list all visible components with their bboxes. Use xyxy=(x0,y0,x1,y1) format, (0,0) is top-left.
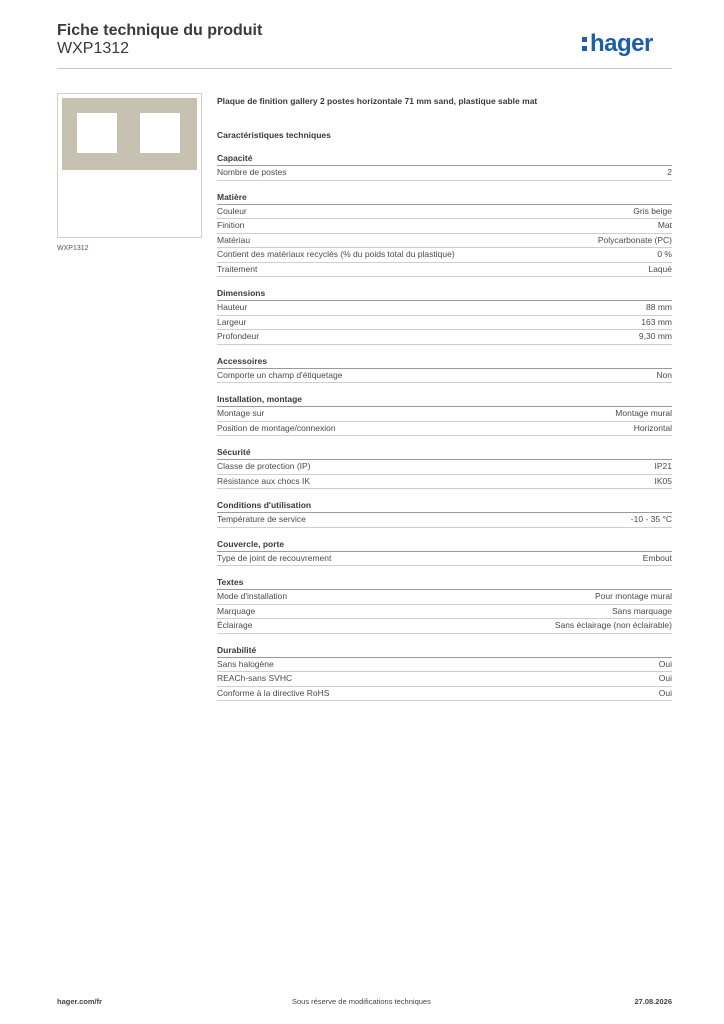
spec-label: Résistance aux chocs IK xyxy=(217,475,311,486)
spec-label: Comporte un champ d'étiquetage xyxy=(217,369,343,380)
spec-row xyxy=(217,369,672,384)
spec-label: Éclairage xyxy=(217,620,253,630)
spec-value: IP21 xyxy=(654,461,672,471)
spec-section xyxy=(217,287,672,345)
spec-section xyxy=(217,576,672,634)
spec-value: Non xyxy=(656,369,672,380)
spec-label: Largeur xyxy=(217,316,247,327)
spec-section xyxy=(217,393,672,436)
product-description: Plaque de finition gallery 2 postes horizontale 71 mm sand, plastique sable mat xyxy=(217,96,538,106)
footer-website: hager.com/fr xyxy=(57,997,103,1006)
spec-row xyxy=(217,248,672,263)
spec-row xyxy=(217,590,672,605)
spec-value: 163 mm xyxy=(641,316,672,327)
spec-label: Matériau xyxy=(217,234,251,245)
spec-row xyxy=(217,166,672,181)
spec-label: Conforme à la directive RoHS xyxy=(217,687,330,698)
spec-value: Montage mural xyxy=(615,408,672,418)
spec-section xyxy=(217,355,672,384)
spec-label: REACh-sans SVHC xyxy=(217,673,293,683)
spec-row xyxy=(217,330,672,345)
spec-row xyxy=(217,205,672,220)
section-title: Capacité xyxy=(217,152,672,166)
spec-row xyxy=(217,619,672,634)
spec-row xyxy=(217,552,672,567)
spec-section xyxy=(217,191,672,278)
spec-label: Classe de protection (IP) xyxy=(217,461,311,471)
spec-label: Position de montage/connexion xyxy=(217,422,336,433)
spec-label: Profondeur xyxy=(217,331,260,341)
section-title: Accessoires xyxy=(217,355,672,369)
spec-row xyxy=(217,672,672,687)
spec-value: 9,30 mm xyxy=(638,331,672,341)
section-title: Installation, montage xyxy=(217,393,672,407)
spec-label: Mode d'installation xyxy=(217,591,288,601)
wall-plate-illustration xyxy=(58,94,201,237)
spec-row xyxy=(217,513,672,528)
image-caption: WXP1312 xyxy=(57,245,89,252)
spec-section xyxy=(217,644,672,702)
spec-value: Oui xyxy=(658,658,672,669)
spec-value: 88 mm xyxy=(646,302,672,312)
spec-label: Hauteur xyxy=(217,302,248,312)
spec-value: IK05 xyxy=(654,475,672,486)
spec-value: Sans éclairage (non éclairable) xyxy=(554,620,672,630)
section-title: Durabilité xyxy=(217,644,672,658)
spec-value: 2 xyxy=(667,167,672,177)
section-title: Conditions d'utilisation xyxy=(217,499,672,513)
spec-label: Marquage xyxy=(217,605,256,616)
spec-value: Pour montage mural xyxy=(594,591,672,601)
spec-label: Contient des matériaux recyclés (% du poids total du plastique) xyxy=(217,249,455,259)
spec-label: Nombre de postes xyxy=(217,167,287,177)
spec-label: Traitement xyxy=(217,263,258,274)
section-title: Textes xyxy=(217,576,672,590)
spec-value: Mat xyxy=(657,220,672,230)
product-image xyxy=(57,93,202,238)
header-divider xyxy=(57,68,672,69)
spec-label: Température de service xyxy=(217,514,306,524)
spec-row xyxy=(217,234,672,249)
spec-row xyxy=(217,263,672,278)
spec-row xyxy=(217,407,672,422)
spec-value: Oui xyxy=(658,673,672,683)
characteristics-title: Caractéristiques techniques xyxy=(217,130,331,140)
spec-row xyxy=(217,475,672,490)
spec-section xyxy=(217,538,672,567)
spec-row xyxy=(217,460,672,475)
spec-value: -10 - 35 °C xyxy=(630,514,672,524)
spec-value: Gris beige xyxy=(633,205,672,216)
spec-label: Sans halogène xyxy=(217,658,274,669)
section-title: Matière xyxy=(217,191,672,205)
spec-row xyxy=(217,219,672,234)
spec-row xyxy=(217,316,672,331)
spec-label: Type de joint de recouvrement xyxy=(217,552,332,563)
spec-value: Embout xyxy=(642,552,672,563)
spec-value: Laqué xyxy=(648,263,672,274)
spec-section xyxy=(217,446,672,489)
spec-value: Polycarbonate (PC) xyxy=(597,234,672,245)
spec-row xyxy=(217,687,672,702)
spec-label: Couleur xyxy=(217,205,247,216)
section-title: Sécurité xyxy=(217,446,672,460)
spec-row xyxy=(217,605,672,620)
spec-row xyxy=(217,301,672,316)
spec-row xyxy=(217,658,672,673)
spec-label: Finition xyxy=(217,220,245,230)
document-title: Fiche technique du produit xyxy=(57,22,263,39)
footer-disclaimer: Sous réserve de modifications techniques xyxy=(292,997,431,1006)
product-reference: WXP1312 xyxy=(57,40,130,57)
spec-value: Sans marquage xyxy=(611,605,672,616)
spec-section xyxy=(217,499,672,528)
spec-content xyxy=(217,94,672,701)
page-header xyxy=(57,20,672,70)
section-title: Dimensions xyxy=(217,287,672,301)
spec-sections xyxy=(217,152,672,701)
spec-value: Oui xyxy=(658,687,672,698)
page-footer xyxy=(57,997,672,1011)
hager-logo xyxy=(580,26,672,58)
spec-label: Montage sur xyxy=(217,408,265,418)
spec-value: 0 % xyxy=(657,249,672,259)
footer-date: 27.08.2026 xyxy=(634,997,672,1006)
svg-text:hager: hager xyxy=(590,30,653,57)
spec-row xyxy=(217,422,672,437)
section-title: Couvercle, porte xyxy=(217,538,672,552)
spec-value: Horizontal xyxy=(633,422,672,433)
spec-section xyxy=(217,152,672,181)
